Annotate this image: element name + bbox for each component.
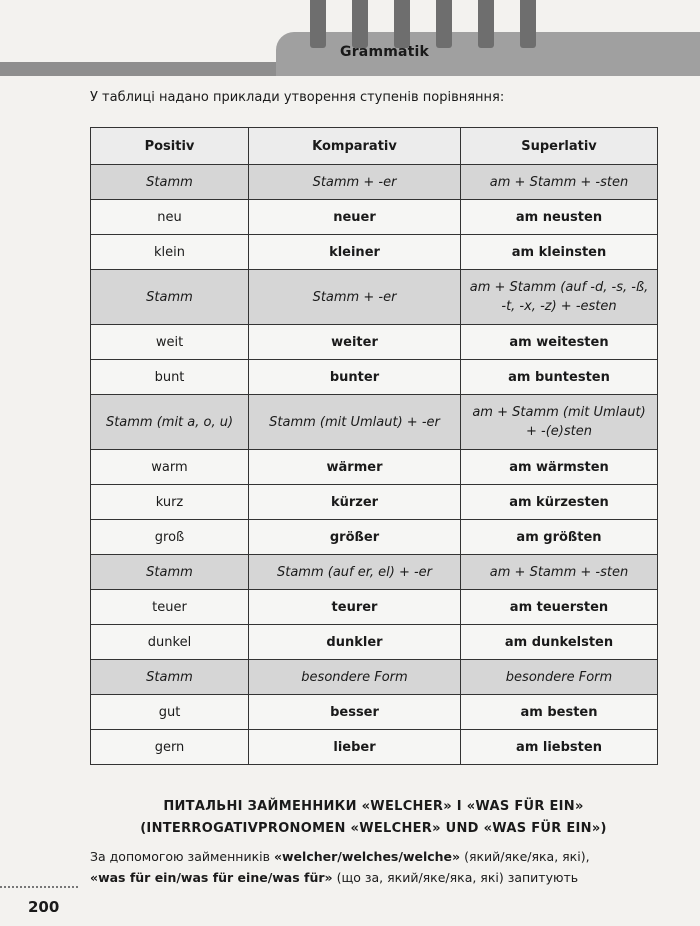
positiv-cell: groß: [91, 520, 249, 555]
superlativ-cell: am + Stamm (auf -d, -s, -ß, -t, -x, -z) + -esten: [461, 270, 658, 325]
superlativ-cell: am buntesten: [461, 360, 658, 395]
superlativ-cell: am weitesten: [461, 325, 658, 360]
comparison-table: [90, 127, 658, 765]
table-row: [91, 590, 658, 625]
body-bold-term: «was für ein/was für eine/was für»: [90, 870, 333, 885]
section-title-line-1: ПИТАЛЬНІ ЗАЙМЕННИКИ «WELCHER» І «WAS FÜR EIN»: [163, 799, 584, 814]
komparativ-cell: dunkler: [249, 625, 461, 660]
table-row: [91, 235, 658, 270]
komparativ-cell: Stamm + -er: [249, 165, 461, 200]
header-tab-decoration: [394, 0, 410, 48]
komparativ-cell: kürzer: [249, 485, 461, 520]
table-row: [91, 485, 658, 520]
positiv-cell: bunt: [91, 360, 249, 395]
column-header-superlativ: Superlativ: [461, 128, 658, 165]
positiv-cell: Stamm: [91, 555, 249, 590]
superlativ-cell: am wärmsten: [461, 450, 658, 485]
komparativ-cell: teurer: [249, 590, 461, 625]
komparativ-cell: besser: [249, 695, 461, 730]
superlativ-cell: am neusten: [461, 200, 658, 235]
superlativ-cell: am besten: [461, 695, 658, 730]
section-title-line-2: (INTERROGATIVPRONOMEN «WELCHER» UND «WAS FÜR EIN»): [140, 821, 607, 836]
komparativ-cell: Stamm (auf er, el) + -er: [249, 555, 461, 590]
superlativ-cell: am kürzesten: [461, 485, 658, 520]
header-tab-decoration: [310, 0, 326, 48]
table-row: [91, 395, 658, 450]
table-row: [91, 520, 658, 555]
table-row: [91, 165, 658, 200]
superlativ-cell: besondere Form: [461, 660, 658, 695]
table-row: [91, 360, 658, 395]
komparativ-cell: besondere Form: [249, 660, 461, 695]
superlativ-cell: am + Stamm (mit Umlaut) + -(e)sten: [461, 395, 658, 450]
positiv-cell: klein: [91, 235, 249, 270]
table-row: [91, 695, 658, 730]
komparativ-cell: Stamm + -er: [249, 270, 461, 325]
section-title: [90, 796, 657, 840]
table-row: [91, 200, 658, 235]
table-header-row: [91, 128, 658, 165]
table-row: [91, 450, 658, 485]
page-number: 200: [28, 898, 60, 916]
superlativ-cell: am dunkelsten: [461, 625, 658, 660]
superlativ-cell: am kleinsten: [461, 235, 658, 270]
superlativ-cell: am + Stamm + -sten: [461, 555, 658, 590]
komparativ-cell: weiter: [249, 325, 461, 360]
header-tab-decoration: [436, 0, 452, 48]
positiv-cell: warm: [91, 450, 249, 485]
komparativ-cell: neuer: [249, 200, 461, 235]
section-header-title: Grammatik: [340, 44, 430, 60]
body-text-segment: За допомогою займенників: [90, 849, 274, 864]
positiv-cell: teuer: [91, 590, 249, 625]
header-tab-decoration: [352, 0, 368, 48]
superlativ-cell: am liebsten: [461, 730, 658, 765]
komparativ-cell: lieber: [249, 730, 461, 765]
komparativ-cell: kleiner: [249, 235, 461, 270]
superlativ-cell: am + Stamm + -sten: [461, 165, 658, 200]
table-row: [91, 555, 658, 590]
komparativ-cell: größer: [249, 520, 461, 555]
table-row: [91, 325, 658, 360]
positiv-cell: Stamm: [91, 165, 249, 200]
positiv-cell: dunkel: [91, 625, 249, 660]
positiv-cell: Stamm: [91, 660, 249, 695]
body-bold-term: «welcher/welches/welche»: [273, 849, 461, 864]
body-text-segment: (що за, який/яке/яка, які) запитують: [332, 870, 579, 885]
positiv-cell: neu: [91, 200, 249, 235]
footer-dotted-rule: [0, 886, 78, 891]
body-text-segment: (який/яке/яка, які),: [460, 849, 590, 864]
table-row: [91, 625, 658, 660]
table-row: [91, 270, 658, 325]
header-tabs: [280, 0, 700, 76]
header-tab-decoration: [520, 0, 536, 48]
komparativ-cell: wärmer: [249, 450, 461, 485]
superlativ-cell: am größten: [461, 520, 658, 555]
column-header-komparativ: Komparativ: [249, 128, 461, 165]
komparativ-cell: bunter: [249, 360, 461, 395]
body-paragraph: [90, 846, 657, 888]
superlativ-cell: am teuersten: [461, 590, 658, 625]
column-header-positiv: Positiv: [91, 128, 249, 165]
komparativ-cell: Stamm (mit Umlaut) + -er: [249, 395, 461, 450]
positiv-cell: gern: [91, 730, 249, 765]
positiv-cell: kurz: [91, 485, 249, 520]
intro-text: У таблиці надано приклади утворення ступенів порівняння:: [90, 90, 505, 105]
table-row: [91, 730, 658, 765]
table-row: [91, 660, 658, 695]
positiv-cell: Stamm (mit a, o, u): [91, 395, 249, 450]
positiv-cell: Stamm: [91, 270, 249, 325]
header-tab-decoration: [478, 0, 494, 48]
positiv-cell: weit: [91, 325, 249, 360]
positiv-cell: gut: [91, 695, 249, 730]
